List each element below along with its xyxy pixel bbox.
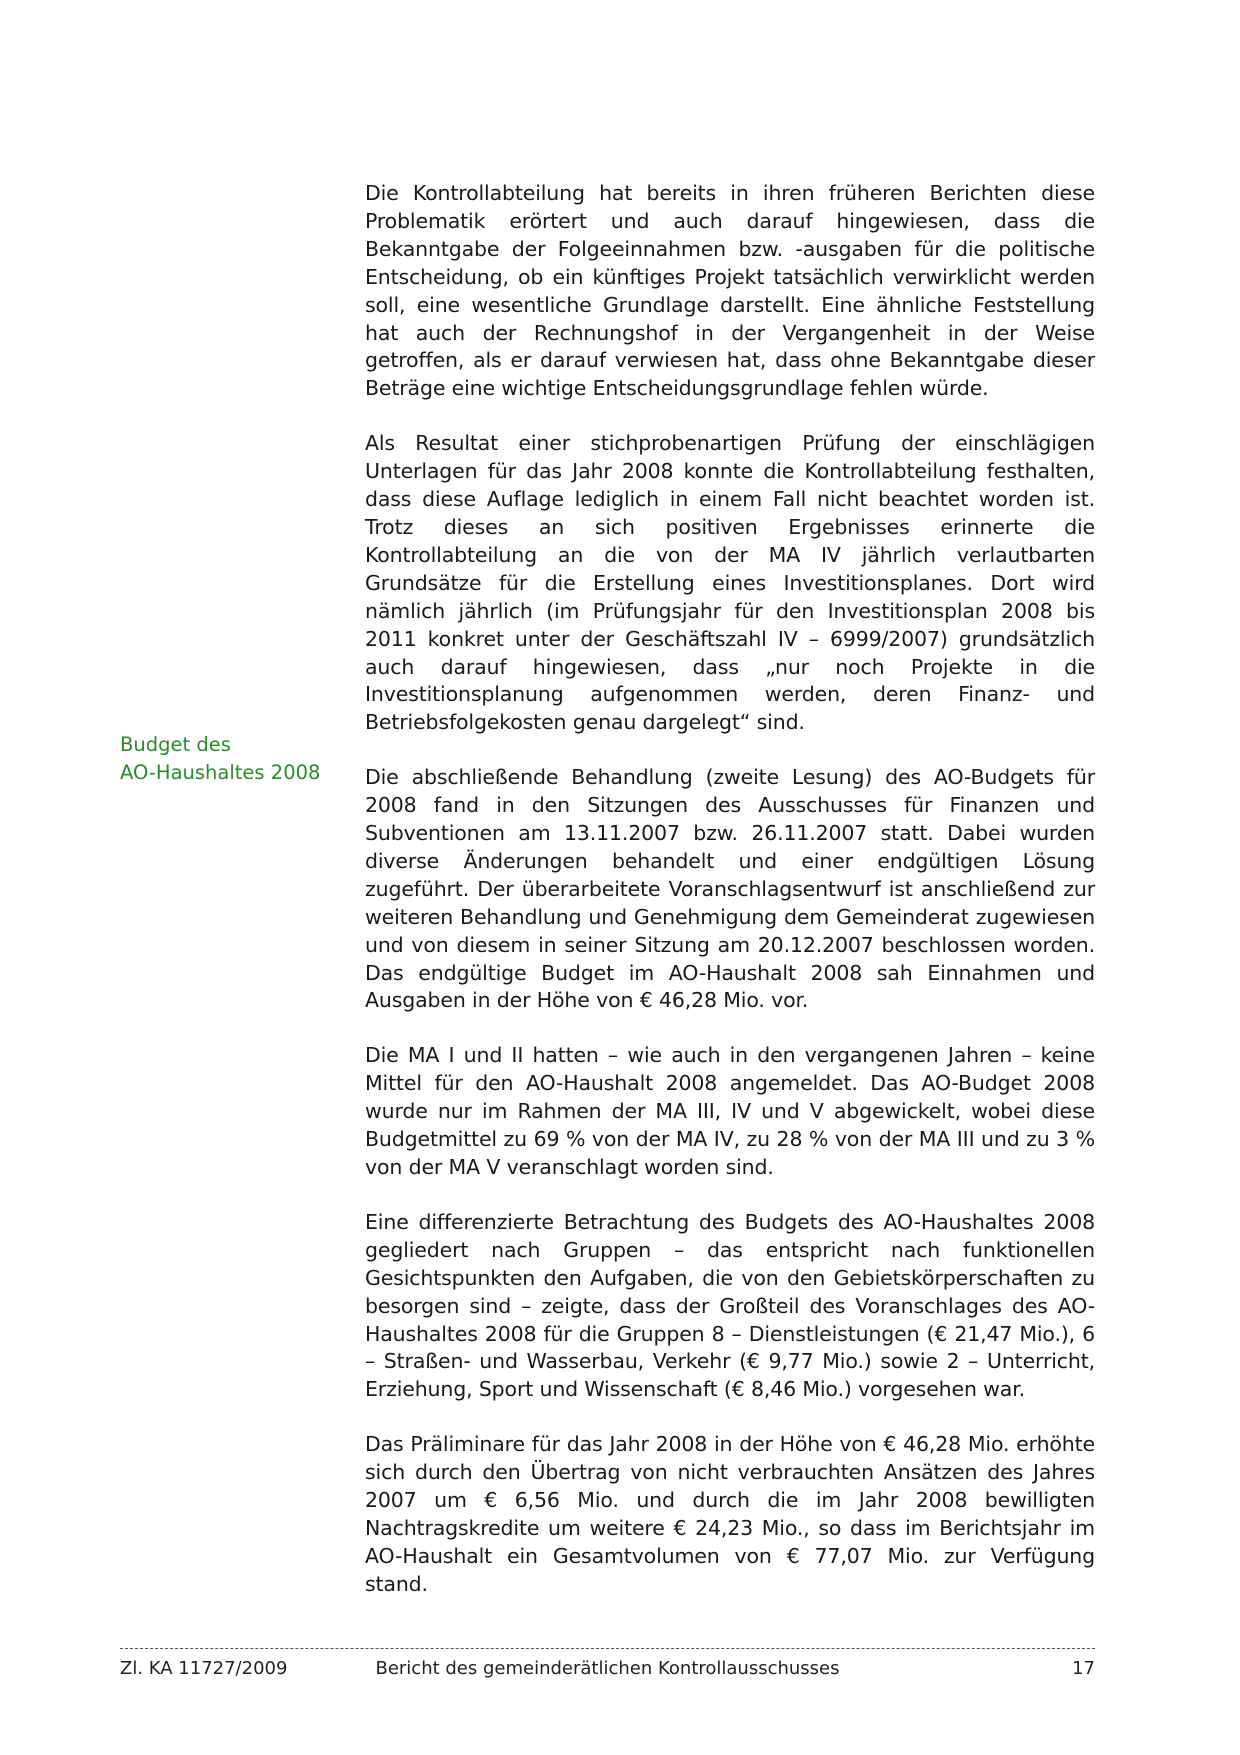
paragraph-1: Die Kontrollabteilung hat bereits in ihren früheren Berichten diese Problematik erörtert und auch darauf hingewiesen, dass die Bekanntgabe der Folgeeinnahmen bzw. -ausgaben für die politische Entscheidung, ob ein künftiges Projekt tatsächlich verwirklicht werden soll, eine wesentliche Grundlage darstellt. Eine ähnliche Feststellung hat auch der Rechnungshof in der Vergangenheit in der Weise getroffen, als er darauf verwiesen hat, dass ohne Bekanntgabe dieser Beträge eine wichtige Entscheidungsgrundlage fehlen würde. (365, 181, 1095, 401)
page-number: 17 (1072, 1658, 1095, 1679)
body-text (365, 180, 1095, 1626)
footer-divider (120, 1648, 1095, 1649)
paragraph-5: Eine differenzierte Betrachtung des Budgets des AO-Haushaltes 2008 gegliedert nach Gruppen – das entspricht nach funktionellen Gesichtspunkten den Aufgaben, die von den Gebietskörperschaften zu besorgen sind – zeigte, dass der Großteil des Voranschlages des AO-Haushaltes 2008 für die Gruppen 8 – Dienstleistungen (€ 21,47 Mio.), 6 – Straßen- und Wasserbau, Verkehr (€ 9,77 Mio.) sowie 2 – Unterricht, Erziehung, Sport und Wissenschaft (€ 8,46 Mio.) vorgesehen war. (365, 1209, 1095, 1402)
paragraph-2: Als Resultat einer stichprobenartigen Prüfung der einschlägigen Unterlagen für das Jahr 2008 konnte die Kontrollabteilung festhalten, dass diese Auflage lediglich in einem Fall nicht beachtet worden ist. Trotz dieses an sich positiven Ergebnisses erinnerte die Kontrollabteilung an die von der MA IV jährlich verlautbarten Grundsätze für die Erstellung eines Investitionsplanes. Dort wird nämlich jährlich (im Prüfungsjahr für den Investitionsplan 2008 bis 2011 konkret unter der Geschäftszahl IV – 6999/2007) grundsätzlich auch darauf hingewiesen, dass „nur noch Projekte in die Investitionsplanung aufgenommen werden, deren Finanz- und Betriebsfolgekosten genau dargelegt“ sind. (365, 431, 1095, 735)
margin-heading-budget (120, 731, 340, 786)
paragraph-4: Die MA I und II hatten – wie auch in den vergangenen Jahren – keine Mittel für den AO-Haushalt 2008 angemeldet. Das AO-Budget 2008 wurde nur im Rahmen der MA III, IV und V abgewickelt, wobei diese Budgetmittel zu 69 % von der MA IV, zu 28 % von der MA III und zu 3 % von der MA V veranschlagt worden sind. (365, 1043, 1095, 1179)
footer-reference: Zl. KA 11727/2009 (120, 1658, 288, 1679)
paragraph-6: Das Präliminare für das Jahr 2008 in der Höhe von € 46,28 Mio. erhöhte sich durch den Übertrag von nicht verbrauchten Ansätzen des Jahres 2007 um € 6,56 Mio. und durch die im Jahr 2008 bewilligten Nachtragskredite um weitere € 24,23 Mio., so dass im Berichtsjahr im AO-Haushalt ein Gesamtvolumen von € 77,07 Mio. zur Verfügung stand. (365, 1432, 1095, 1596)
margin-heading-line-2: AO-Haushaltes 2008 (120, 760, 321, 784)
paragraph-3: Die abschließende Behandlung (zweite Lesung) des AO-Budgets für 2008 fand in den Sitzungen des Ausschusses für Finanzen und Subventionen am 13.11.2007 bzw. 26.11.2007 statt. Dabei wurden diverse Änderungen behandelt und einer endgültigen Lösung zugeführt. Der überarbeitete Voranschlagsentwurf ist anschließend zur weiteren Behandlung und Genehmigung dem Gemeinderat zugewiesen und von diesem in seiner Sitzung am 20.12.2007 beschlossen worden. Das endgültige Budget im AO-Haushalt 2008 sah Einnahmen und Ausgaben in der Höhe von € 46,28 Mio. vor. (365, 765, 1095, 1013)
margin-heading-line-1: Budget des (120, 733, 231, 756)
page-footer (120, 1658, 1095, 1688)
footer-title: Bericht des gemeinderätlichen Kontrollausschusses (375, 1658, 840, 1679)
